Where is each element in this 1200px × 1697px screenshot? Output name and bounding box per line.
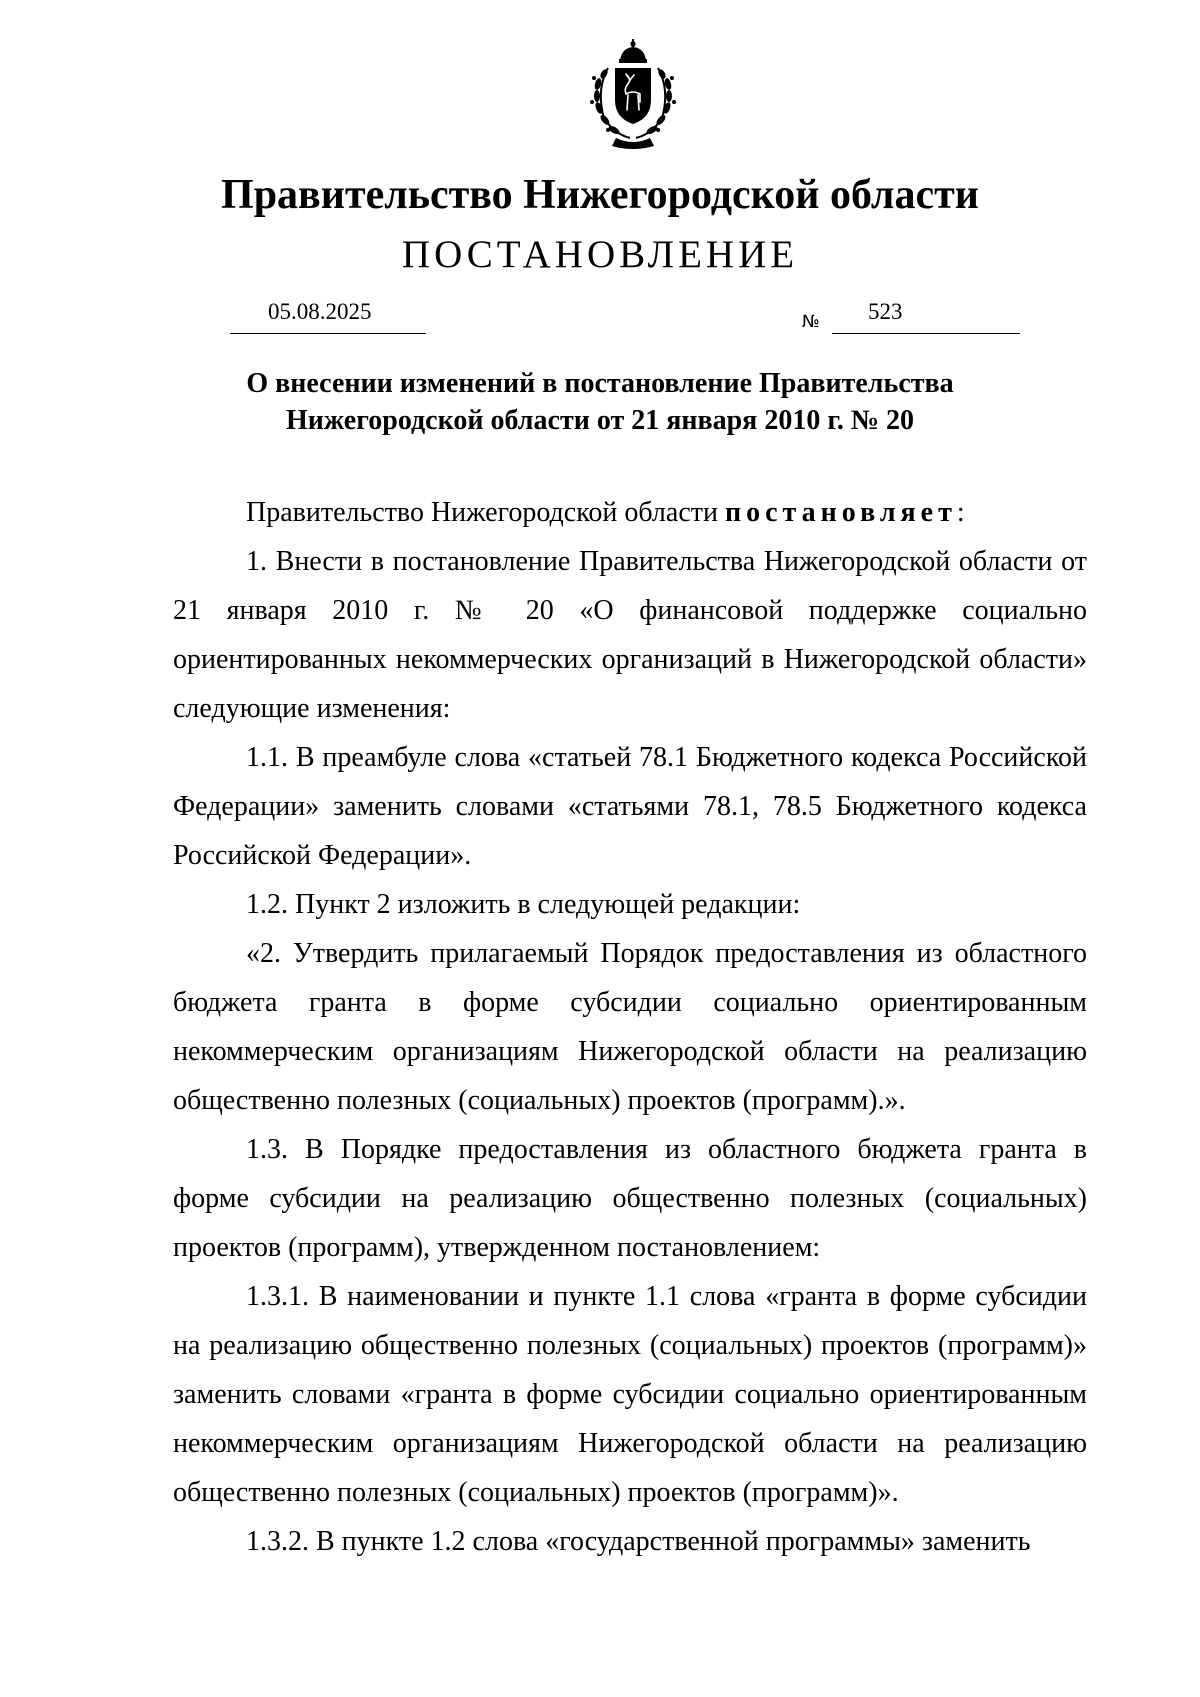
- preamble-colon: :: [956, 497, 965, 528]
- ribbon-icon: [612, 138, 654, 149]
- title-line: О внесении изменений в постановление Правительства: [246, 368, 954, 399]
- preamble-verb: постановляет: [724, 497, 957, 528]
- paragraph-1: 1. Внести в постановление Правительства Нижегородской области от 21 января 2010 г. № 20 «О финансовой поддержке социально ориентированных некоммерческих организаций в Нижегородской области» следующие изменения:: [173, 546, 1087, 724]
- number-sign: №: [802, 312, 820, 332]
- paragraph-1-3-2: 1.3.2. В пункте 1.2 слова «государственной программы» заменить: [246, 1526, 1031, 1557]
- date-field: [230, 297, 426, 334]
- preamble-paragraph: [173, 488, 1087, 537]
- preamble-subject: Правительство Нижегородской области: [246, 497, 725, 528]
- document-body: [173, 488, 1087, 1566]
- organization-name: Правительство Нижегородской области: [221, 172, 979, 218]
- paragraph-quoted-2: «2. Утвердить прилагаемый Порядок предоставления из областного бюджета гранта в форме субсидии социально ориентированным некоммерческим организациям Нижегородской области на реализацию общественно полезных (социальных) проектов (программ).».: [173, 938, 1087, 1116]
- document-number: 523: [868, 299, 903, 324]
- document-type: ПОСТАНОВЛЕНИЕ: [401, 233, 799, 276]
- paragraph-1-1: 1.1. В преамбуле слова «статьей 78.1 Бюджетного кодекса Российской Федерации» заменить словами «статьями 78.1, 78.5 Бюджетного кодекса Российской Федерации».: [173, 742, 1087, 871]
- document-title: [170, 365, 1030, 439]
- paragraph-1-2: 1.2. Пункт 2 изложить в следующей редакции:: [246, 889, 801, 920]
- document-date: 05.08.2025: [268, 299, 372, 324]
- paragraph-1-3: 1.3. В Порядке предоставления из областного бюджета гранта в форме субсидии на реализацию общественно полезных (социальных) проектов (программ), утвержденном постановлением:: [173, 1134, 1087, 1263]
- title-line: Нижегородской области от 21 января 2010 г. № 20: [285, 405, 915, 436]
- number-field: [832, 297, 1020, 334]
- crown-icon: [619, 39, 647, 63]
- coat-of-arms-emblem: [568, 38, 698, 150]
- paragraph-1-3-1: 1.3.1. В наименовании и пункте 1.1 слова «гранта в форме субсидии на реализацию общественно полезных (социальных) проектов (программ)» заменить словами «гранта в форме субсидии социально ориентированным некоммерческим организациям Нижегородской области на реализацию общественно полезных (социальных) проектов (программ)».: [173, 1281, 1087, 1508]
